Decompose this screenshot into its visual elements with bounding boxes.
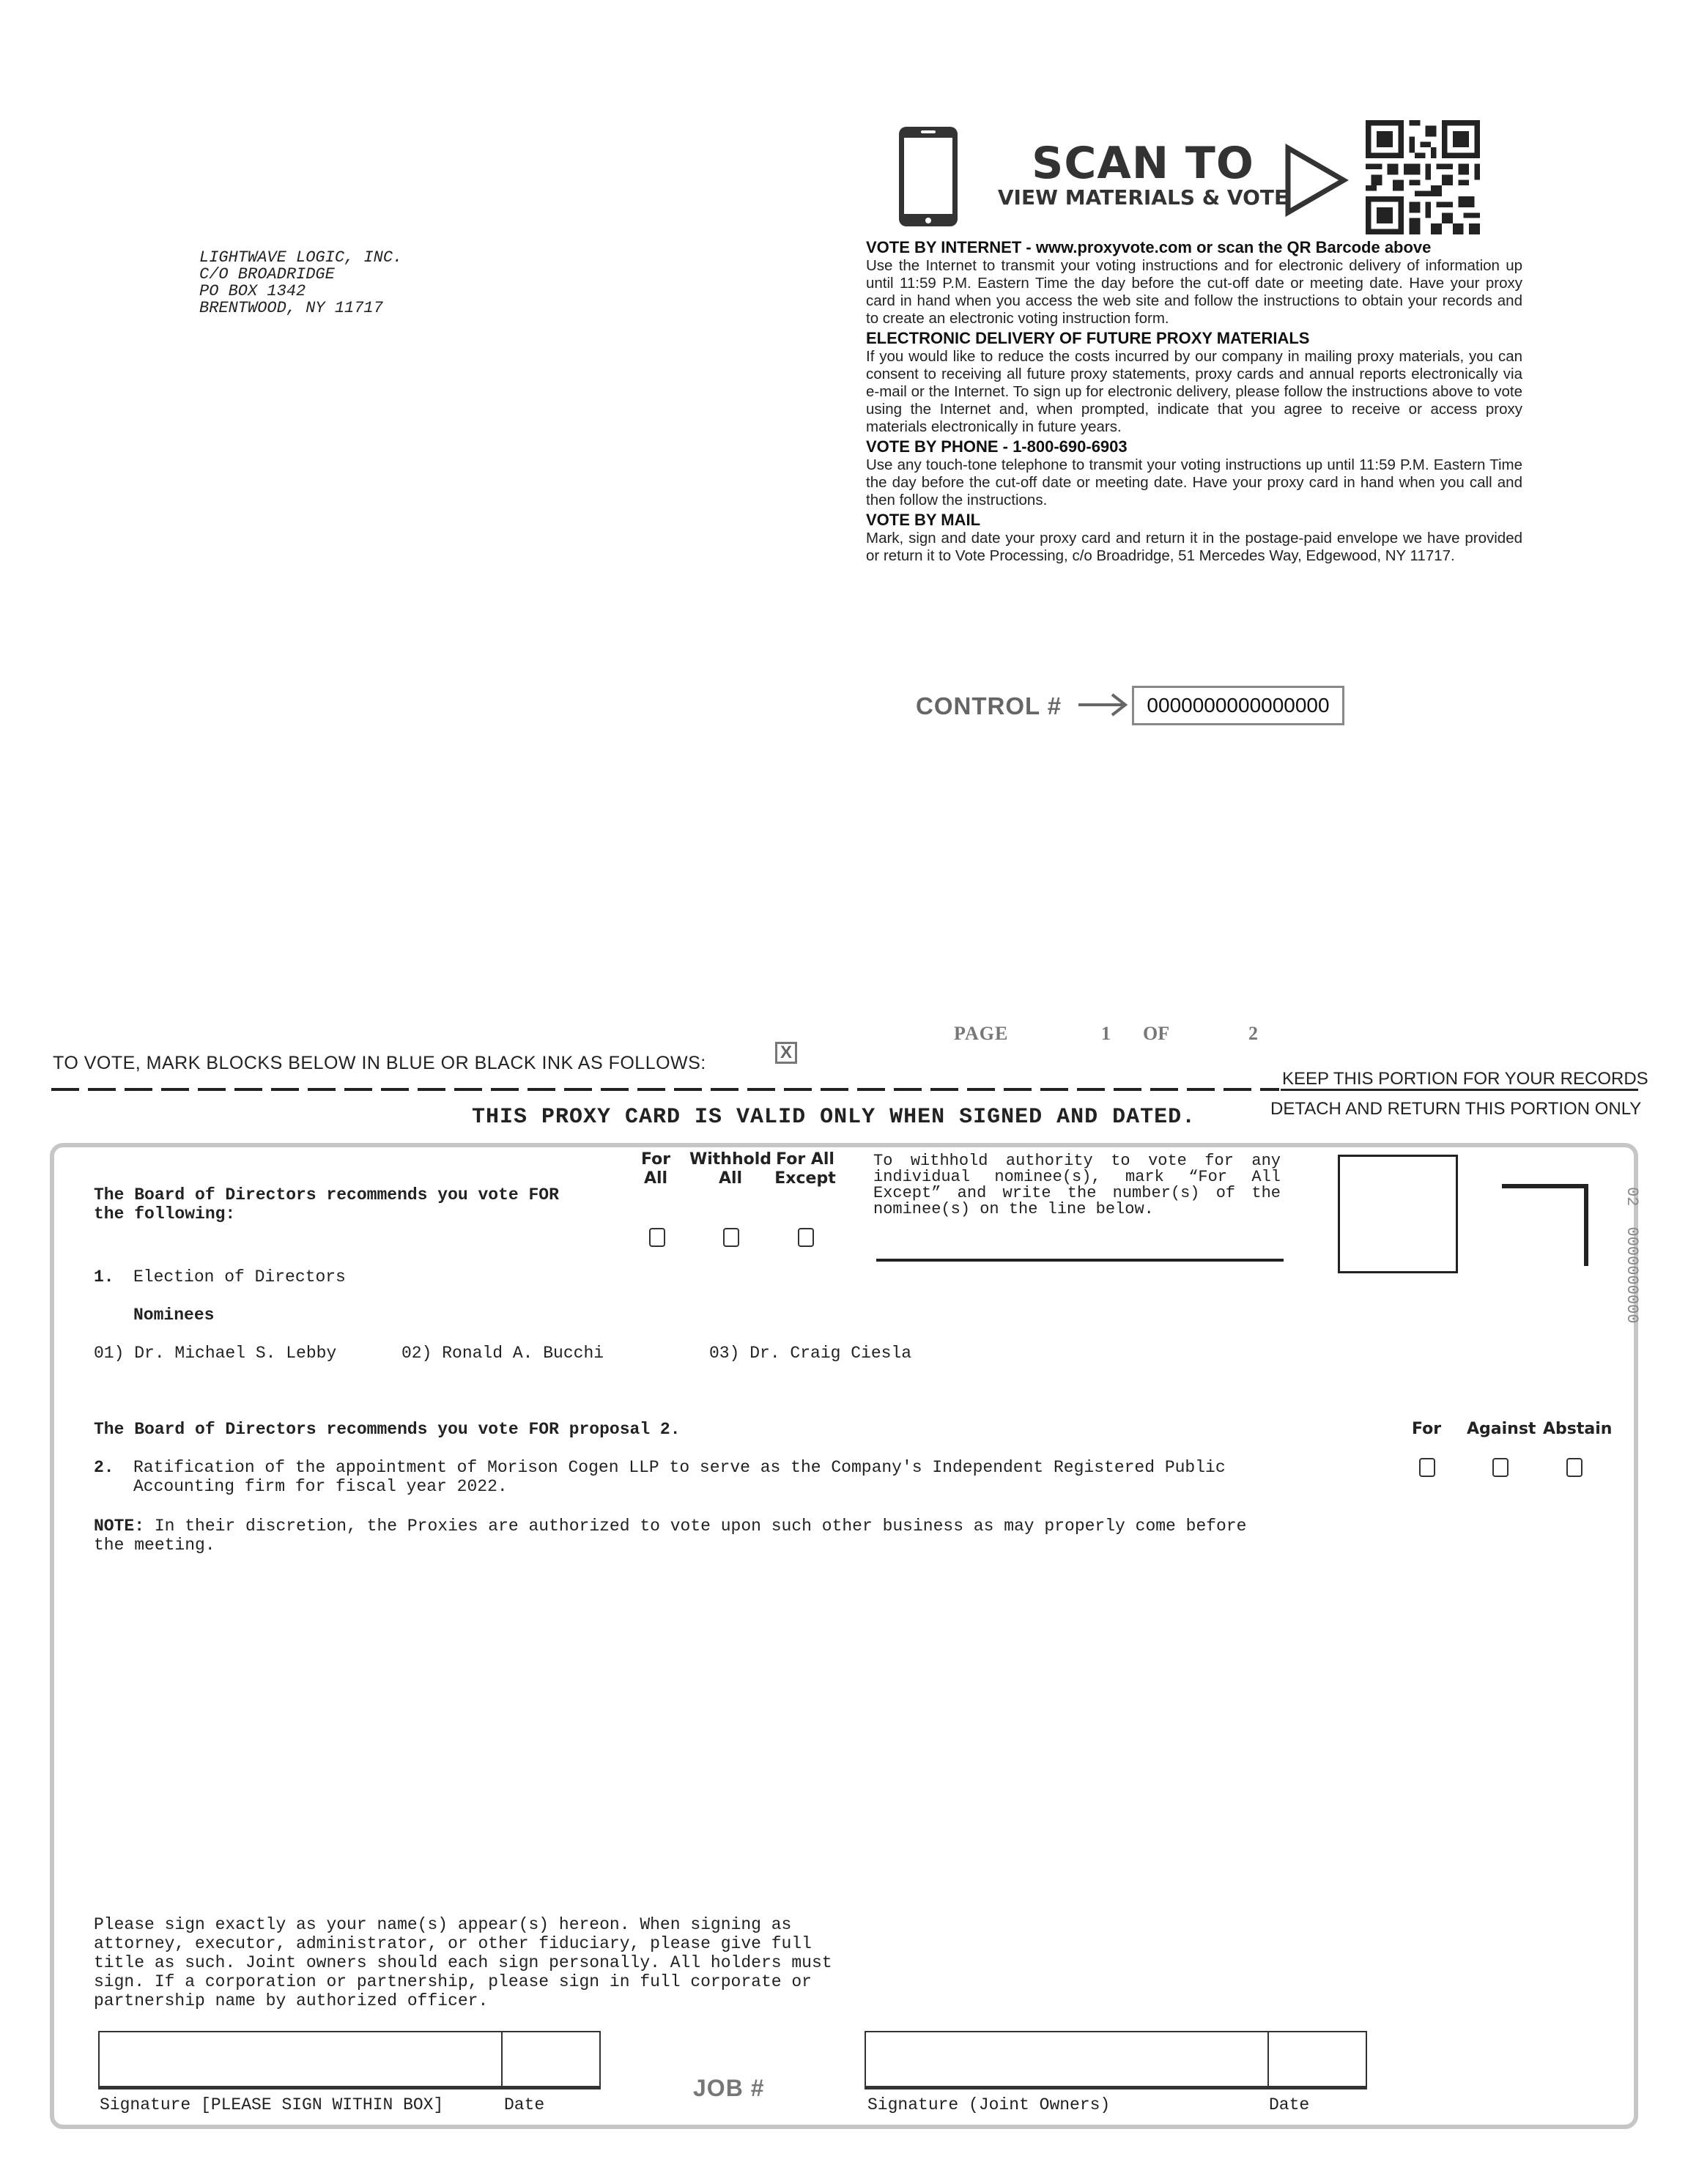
vote-internet-heading: VOTE BY INTERNET - www.proxyvote.com or scan the QR Barcode above: [866, 238, 1432, 256]
keep-underline: [1281, 1089, 1638, 1091]
checkbox-for-all-except[interactable]: [798, 1228, 814, 1247]
voting-instructions: [866, 238, 1522, 566]
withhold-note: To withhold authority to vote for any individual nominee(s), mark “For All Except” and write the number(s) of the nominee(s) on the line below.: [873, 1152, 1281, 1218]
return-address-line: PO BOX 1342: [199, 282, 306, 300]
vote-internet-body: Use the Internet to transmit your voting instructions and for electronic delivery of information up until 11:59 P.M. Eastern Time the day before the cut-off date or meeting date. Have your proxy card in hand when you access the web site and follow the instructions to obtain your records and to create an electronic voting instruction form.: [866, 257, 1522, 327]
return-address-line: C/O BROADRIDGE: [199, 265, 335, 284]
side-code-1: 02: [1623, 1187, 1641, 1207]
page-current: 1: [1101, 1023, 1111, 1044]
signing-line: title as such. Joint owners should each sign personally. All holders must: [94, 1953, 832, 1972]
item-2-line: Accounting firm for fiscal year 2022.: [133, 1477, 508, 1496]
nominee-1: 01) Dr. Michael S. Lebby: [94, 1344, 337, 1363]
note-line-2: the meeting.: [94, 1536, 215, 1555]
page-label: PAGE: [954, 1023, 1009, 1044]
nominees-label: Nominees: [133, 1306, 215, 1325]
scan-title: SCAN TO: [1032, 138, 1254, 189]
arrow-right-icon: [1077, 692, 1128, 718]
signing-line: sign. If a corporation or partnership, please sign in full corporate or: [94, 1972, 812, 1991]
side-code: [1621, 1187, 1647, 1363]
col-except-line: For All: [776, 1150, 834, 1169]
mark-example: X: [775, 1042, 797, 1064]
signing-line: partnership name by authorized officer.: [94, 1991, 489, 2010]
checkbox-withhold-all[interactable]: [723, 1228, 739, 1247]
recommendation-1-line: The Board of Directors recommends you vote FOR: [94, 1185, 559, 1204]
col-except-line: Except: [774, 1169, 836, 1188]
return-address-line: LIGHTWAVE LOGIC, INC.: [199, 248, 403, 267]
job-label: JOB #: [693, 2075, 765, 2101]
signing-line: Please sign exactly as your name(s) appear(s) hereon. When signing as: [94, 1915, 792, 1934]
scan-box: [1338, 1155, 1458, 1273]
vote-phone-body: Use any touch-tone telephone to transmit your voting instructions up until 11:59 P.M. Eastern Time the day before the cut-off date or meeting date. Have your proxy card in hand when you call and then follow the instructions.: [866, 456, 1522, 508]
side-code-2: 0000000000: [1623, 1226, 1641, 1324]
side-code-text: [1623, 1187, 1641, 1323]
recommendation-2: The Board of Directors recommends you vote FOR proposal 2.: [94, 1420, 681, 1439]
signature-label: Signature [PLEASE SIGN WITHIN BOX]: [100, 2095, 444, 2114]
checkbox-for-all[interactable]: [649, 1228, 665, 1247]
item-1-number: 1.: [94, 1267, 114, 1287]
nominee-2: 02) Ronald A. Bucchi: [401, 1344, 604, 1363]
signing-line: attorney, executor, administrator, or other fiduciary, please give full: [94, 1934, 812, 1953]
joint-date-label: Date: [1269, 2095, 1310, 2114]
joint-date-box[interactable]: [1267, 2031, 1367, 2089]
vote-mail-body: Mark, sign and date your proxy card and return it in the postage-paid envelope we have provided or return it to Vote Processing, c/o Broadridge, 51 Mercedes Way, Edgewood, NY 11717.: [866, 530, 1522, 564]
page-total: 2: [1248, 1023, 1258, 1044]
control-label: CONTROL #: [916, 692, 1062, 719]
checkbox-proposal2-against[interactable]: [1492, 1458, 1509, 1477]
scan-subtitle: VIEW MATERIALS & VOTE: [997, 185, 1289, 210]
electronic-delivery-heading: ELECTRONIC DELIVERY OF FUTURE PROXY MATERIALS: [866, 329, 1310, 347]
detach-label: DETACH AND RETURN THIS PORTION ONLY: [1270, 1099, 1642, 1119]
control-number: 0000000000000000: [1132, 686, 1344, 725]
joint-signature-box[interactable]: [865, 2031, 1269, 2089]
return-address: [199, 249, 402, 317]
detach-line[interactable]: [51, 1088, 1279, 1091]
checkbox-proposal2-for[interactable]: [1419, 1458, 1435, 1477]
recommendation-1: [94, 1185, 559, 1224]
signature-box[interactable]: [98, 2031, 503, 2089]
col-against: Against: [1467, 1420, 1536, 1438]
item-1-text: Election of Directors: [133, 1267, 346, 1287]
mark-instructions: TO VOTE, MARK BLOCKS BELOW IN BLUE OR BLACK INK AS FOLLOWS:: [53, 1053, 706, 1073]
col-withhold-line: All: [718, 1169, 743, 1188]
corner-registration-mark: [1502, 1184, 1588, 1266]
col-abstain: Abstain: [1543, 1420, 1613, 1438]
col-for: For: [1411, 1420, 1442, 1438]
item-2-number: 2.: [94, 1458, 114, 1477]
date-box[interactable]: [501, 2031, 601, 2089]
nominee-3: 03) Dr. Craig Ciesla: [709, 1344, 912, 1363]
vote-phone-heading: VOTE BY PHONE - 1-800-690-6903: [866, 437, 1128, 456]
page-of: OF: [1143, 1023, 1170, 1044]
date-label: Date: [504, 2095, 545, 2114]
qr-code-icon[interactable]: [1366, 120, 1480, 234]
joint-signature-label: Signature (Joint Owners): [867, 2095, 1111, 2114]
col-for-all-except: [774, 1150, 837, 1188]
vote-mail-heading: VOTE BY MAIL: [866, 511, 981, 529]
electronic-delivery-body: If you would like to reduce the costs incurred by our company in mailing proxy materials, you can consent to receiving all future proxy statements, proxy cards and annual reports electronically via e-mail or the Internet. To sign up for electronic delivery, please follow the instructions above to vote using the Internet and, when prompted, indicate that you agree to receive or access proxy materials electronically in future years.: [866, 348, 1522, 435]
note-line-1: [94, 1517, 1246, 1536]
withhold-nominee-line[interactable]: [876, 1259, 1284, 1262]
col-for-all-line: All: [643, 1169, 668, 1188]
smartphone-icon: [897, 125, 960, 229]
recommendation-1-line: the following:: [94, 1204, 236, 1224]
col-for-all-line: For: [640, 1150, 671, 1169]
col-for-all: [630, 1150, 681, 1188]
note: [94, 1517, 1246, 1555]
item-2-text: [133, 1458, 1226, 1496]
keep-portion-label: KEEP THIS PORTION FOR YOUR RECORDS: [1282, 1069, 1648, 1089]
signing-instructions: [94, 1915, 832, 2010]
play-triangle-icon: [1284, 144, 1350, 217]
valid-notice: THIS PROXY CARD IS VALID ONLY WHEN SIGNED AND DATED.: [472, 1105, 1196, 1130]
checkbox-proposal2-abstain[interactable]: [1566, 1458, 1582, 1477]
note-label: NOTE:: [94, 1517, 145, 1536]
item-2-line: Ratification of the appointment of Morison Cogen LLP to serve as the Company's Independent Registered Public: [133, 1458, 1226, 1477]
return-address-line: BRENTWOOD, NY 11717: [199, 299, 383, 317]
col-withhold-all: [687, 1150, 774, 1188]
note-text: In their discretion, the Proxies are authorized to vote upon such other business as may properly come before: [144, 1517, 1247, 1536]
col-withhold-line: Withhold: [689, 1150, 772, 1169]
